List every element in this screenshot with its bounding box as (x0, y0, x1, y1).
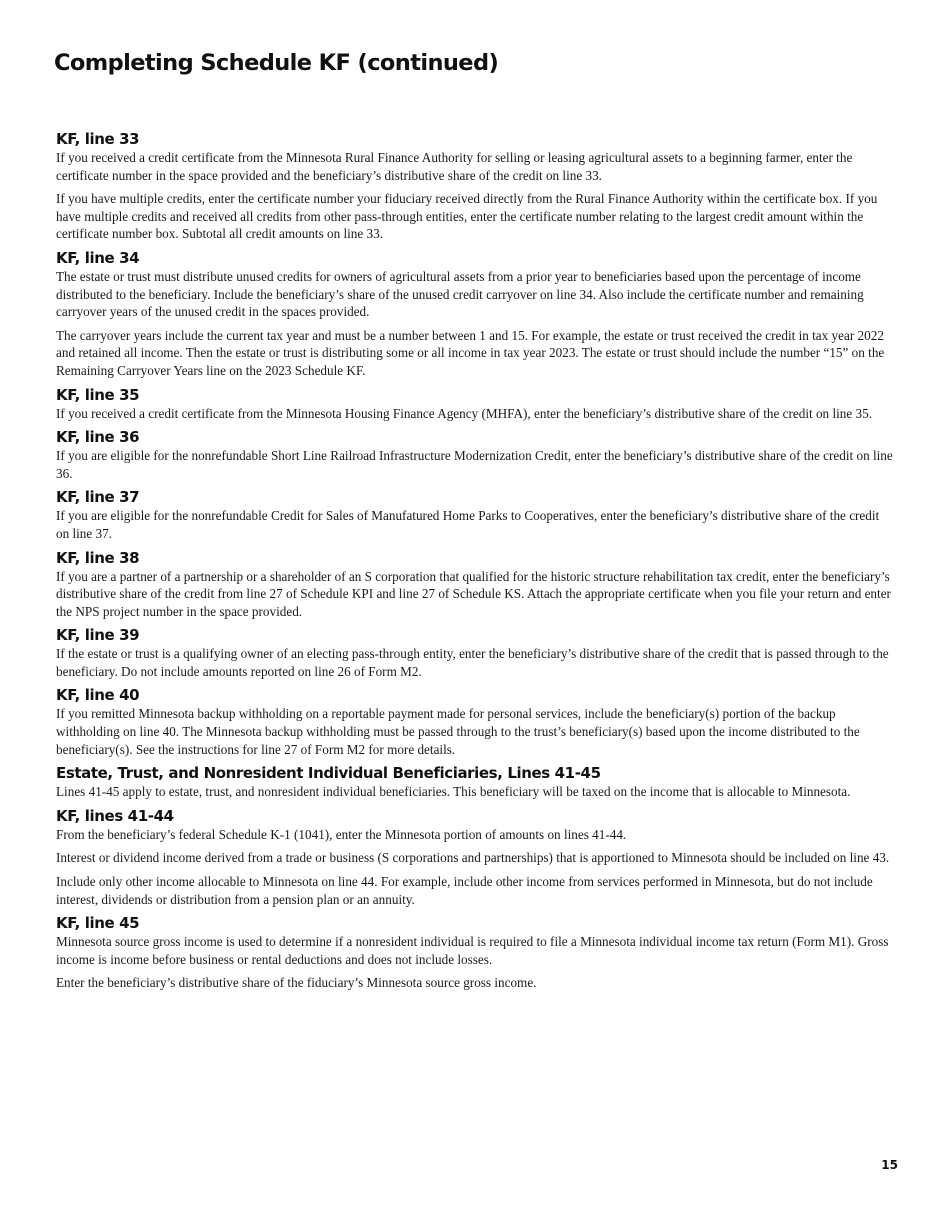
section-beneficiaries-41-45 (56, 764, 894, 801)
section-line-38 (56, 549, 894, 621)
paragraph: Lines 41-45 apply to estate, trust, and nonresident individual beneficiaries. This beneficiary will be taxed on the income that is allocable to Minnesota. (56, 784, 851, 800)
paragraph: If you received a credit certificate from the Minnesota Housing Finance Agency (MHFA), enter the beneficiary’s distributive share of the credit on line 35. (56, 405, 872, 421)
section-line-45 (56, 914, 894, 992)
section-heading: KF, line 33 (56, 130, 140, 148)
paragraph: Interest or dividend income derived from a trade or business (S corporations and partnerships) that is apportioned to Minnesota should be included on line 43. (56, 850, 890, 866)
section-heading: KF, line 39 (56, 626, 140, 645)
section-line-37 (56, 488, 894, 542)
section-heading: KF, line 45 (56, 914, 140, 933)
paragraph: The carryover years include the current tax year and must be a number between 1 and 15. For example, the estate or trust received the credit in tax year 2022 and retained all income. Then the estate or trust is distributing some or all income in tax year 2023. The estate or trust should include the number “15” on the Remaining Carryover Years line on the 2023 Schedule KF. (56, 327, 885, 378)
paragraph: If you are eligible for the nonrefundable Short Line Railroad Infrastructure Modernization Credit, enter the beneficiary’s distributive share of the credit on line 36. (56, 448, 893, 481)
paragraph: If you are eligible for the nonrefundable Credit for Sales of Manufatured Home Parks to Cooperatives, enter the beneficiary’s distributive share of the credit on line 37. (56, 508, 880, 541)
section-heading: KF, line 35 (56, 385, 140, 404)
paragraph: If the estate or trust is a qualifying owner of an electing pass-through entity, enter the beneficiary’s distributive share of the credit that is passed through to the beneficiary. Do not include amounts reported on line 26 of Form M2. (56, 646, 889, 679)
section-line-40 (56, 686, 894, 758)
section-heading: KF, line 38 (56, 548, 140, 567)
paragraph: Enter the beneficiary’s distributive share of the fiduciary’s Minnesota source gross income. (56, 975, 537, 991)
paragraph: If you are a partner of a partnership or a shareholder of an S corporation that qualified for the historic structure rehabilitation tax credit, enter the beneficiary’s distributive share of the credit from line 27 of Schedule KPI and line 27 of Schedule KS. Attach the appropriate certificate when you file your return and enter the NPS project number in the space provided. (56, 568, 891, 619)
paragraph: If you received a credit certificate from the Minnesota Rural Finance Authority for selling or leasing agricultural assets to a beginning farmer, enter the certificate number in the space provided and the beneficiary’s distributive share of the credit on line 33. (56, 150, 853, 183)
section-heading: KF, line 36 (56, 428, 140, 447)
section-line-39 (56, 626, 894, 680)
instructions-body (56, 130, 894, 998)
section-heading: KF, line 40 (56, 686, 140, 705)
section-line-35 (56, 386, 894, 423)
paragraph: The estate or trust must distribute unused credits for owners of agricultural assets from a prior year to beneficiaries based upon the percentage of income distributed to the beneficiary. Include the beneficiary’s share of the unused credit carryover on line 34. Also include the certificate number and remaining carryover years of the unused credit in the spaces provided. (56, 268, 864, 320)
paragraph: Include only other income allocable to Minnesota on line 44. For example, include other income from services performed in Minnesota, but do not include interest, dividends or distribution from a pension plan or an annuity. (56, 874, 873, 907)
section-line-34 (56, 249, 894, 380)
section-heading: Estate, Trust, and Nonresident Individual Beneficiaries, Lines 41-45 (56, 764, 601, 783)
paragraph: If you have multiple credits, enter the certificate number your fiduciary received directly from the Rural Finance Authority within the certificate box. If you have multiple credits and received all credits from other pass-through entities, enter the certificate number relating to the largest credit amount within the certificate number box. Subtotal all credit amounts on line 33. (56, 191, 878, 242)
section-heading: KF, lines 41-44 (56, 806, 174, 825)
page-title: Completing Schedule KF (continued) (54, 50, 499, 76)
page-number: 15 (881, 1158, 898, 1172)
paragraph: Minnesota source gross income is used to determine if a nonresident individual is required to file a Minnesota individual income tax return (Form M1). Gross income is income before business or rental deductions and does not include losses. (56, 934, 889, 967)
section-line-33 (56, 130, 894, 243)
paragraph: If you remitted Minnesota backup withholding on a reportable payment made for personal services, include the beneficiary(s) portion of the backup withholding on line 40. The Minnesota backup withholding must be passed through to the trust’s beneficiary(s) based upon the income distributed to the beneficiary(s). See the instructions for line 27 of Form M2 for more details. (56, 706, 860, 757)
paragraph: From the beneficiary’s federal Schedule K-1 (1041), enter the Minnesota portion of amounts on lines 41-44. (56, 826, 627, 842)
section-lines-41-44 (56, 807, 894, 908)
section-line-36 (56, 428, 894, 482)
section-heading: KF, line 37 (56, 488, 140, 507)
section-heading: KF, line 34 (56, 248, 140, 267)
